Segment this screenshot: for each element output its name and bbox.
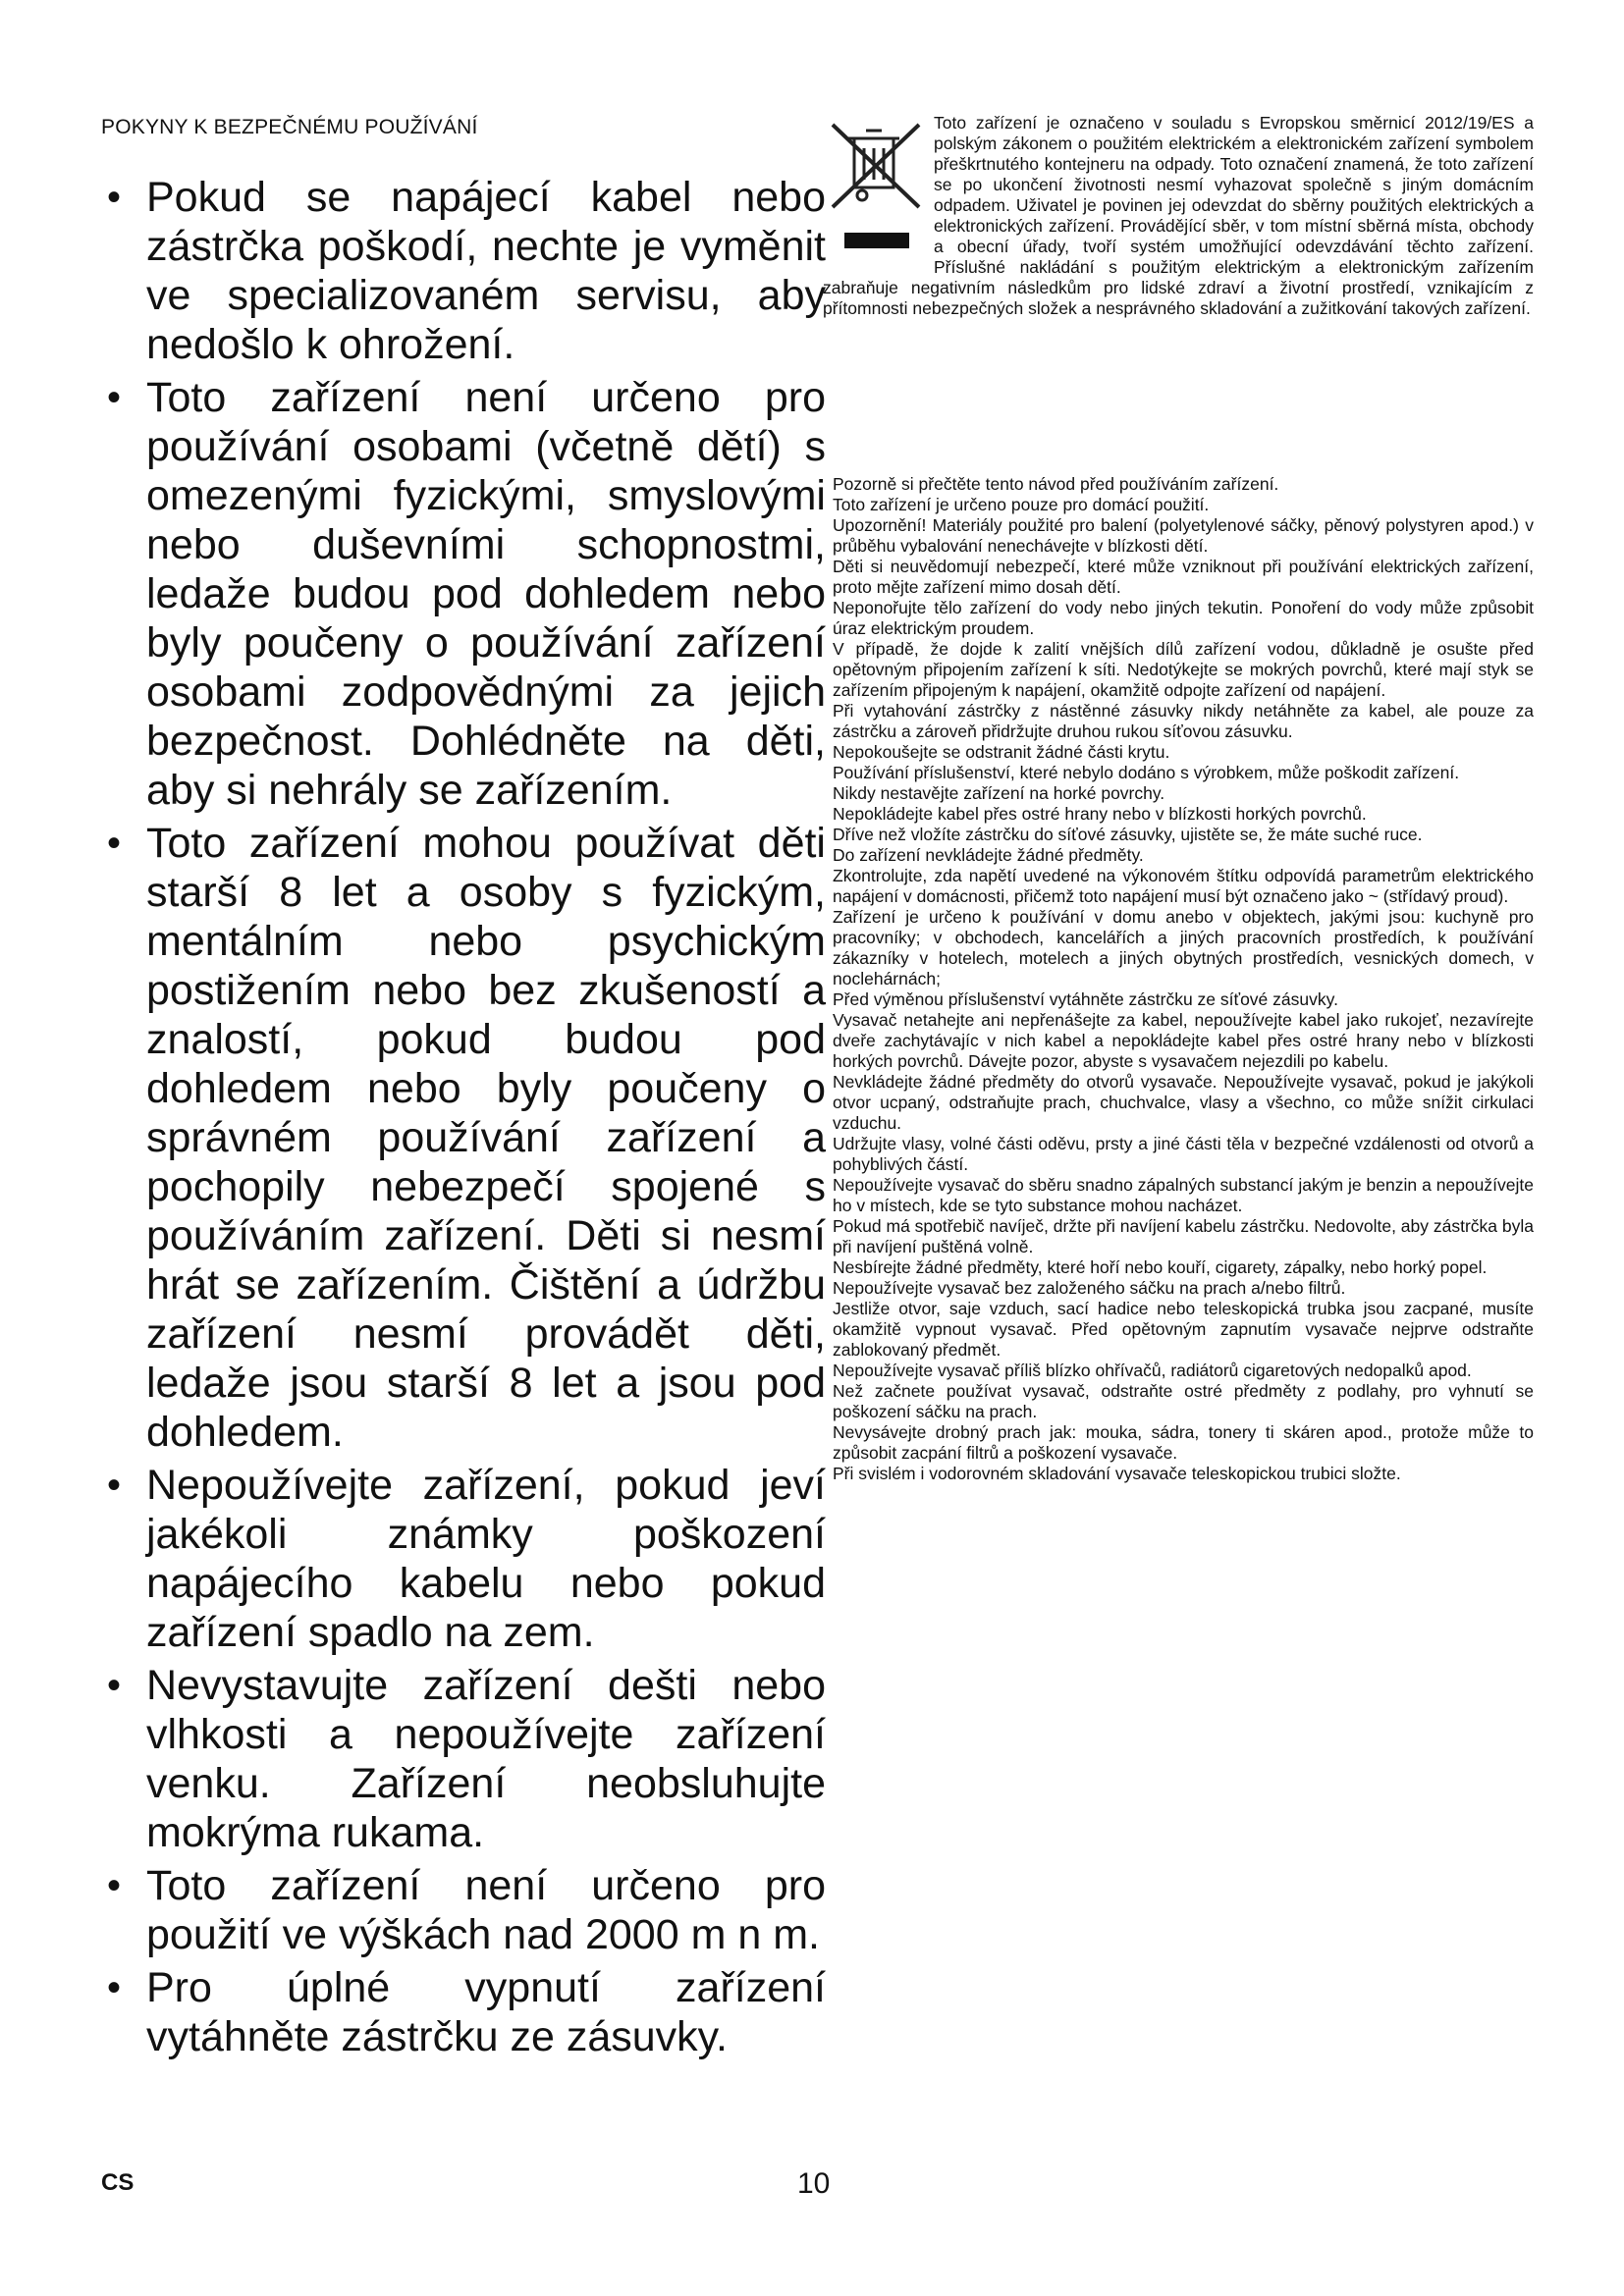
safety-paragraph: Toto zařízení je určeno pouze pro domácí použití. xyxy=(833,495,1210,514)
safety-paragraph: Dříve než vložíte zástrčku do síťové zásuvky, ujistěte se, že máte suché ruce. xyxy=(833,825,1423,844)
bullet-icon: • xyxy=(107,1664,122,1707)
safety-paragraph: Nepoužívejte vysavač do sběru snadno zápalných substancí jakým je benzin a nepoužívejte ho v místech, kde se tyto substance mohou nacházet. xyxy=(833,1175,1534,1215)
safety-bullet-text: Toto zařízení mohou používat děti starší 8 let a osoby s fyzickým, mentálním nebo psychickým postižením nebo bez zkušeností a znalostí, pokud budou pod dohledem nebo byly poučeny o správném používání zařízení a pochopily nebezpečí spojené s používáním zařízení. Děti si nesmí hrát se zařízením. Čištění a údržbu zařízení nesmí provádět děti, ledaže jsou starší 8 let a jsou pod dohledem. xyxy=(146,820,826,1456)
bullet-icon: • xyxy=(107,176,122,219)
safety-paragraph: Při svislém i vodorovném skladování vysavače teleskopickou trubici složte. xyxy=(833,1464,1401,1483)
bullet-icon: • xyxy=(107,1966,122,2009)
safety-bullet-text: Nevystavujte zařízení dešti nebo vlhkosti a nepoužívejte zařízení venku. Zařízení neobsluhujte mokrýma rukama. xyxy=(146,1662,826,1856)
bullet-icon: • xyxy=(107,1464,122,1507)
safety-paragraph: Nevysávejte drobný prach jak: mouka, sádra, tonery ti skáren apod., protože může to způsobit zacpání filtrů a poškození vysavače. xyxy=(833,1422,1534,1463)
safety-bullet-item xyxy=(101,819,826,1457)
safety-paragraph: Nepoužívejte vysavač příliš blízko ohřívačů, radiátorů cigaretových nedopalků apod. xyxy=(833,1361,1472,1380)
language-code: CS xyxy=(101,2169,135,2196)
weee-notice xyxy=(823,113,1534,319)
safety-paragraph: Jestliže otvor, saje vzduch, sací hadice nebo teleskopická trubka jsou zacpané, musíte okamžitě vypnout vysavač. Před opětovným zapnutím vysavače nejprve odstraňte zablokovaný předmět. xyxy=(833,1299,1534,1360)
safety-paragraph: Vysavač netahejte ani nepřenášejte za kabel, nepoužívejte kabel jako rukojeť, nezavírejte dveře zachytávajíc v nich kabel a nepokládejte kabel přes ostré hrany nebo v blízkosti horkých povrchů. Dávejte pozor, abyste s vysavačem nejezdili po kabelu. xyxy=(833,1010,1534,1071)
safety-paragraph: Pozorně si přečtěte tento návod před používáním zařízení. xyxy=(833,474,1279,494)
weee-text: Toto zařízení je označeno v souladu s Evropskou směrnicí 2012/19/ES a polským zákonem o použitém elektrickém a elektronickém zařízení symbolem přeškrtnutého kontejneru na odpady. Toto označení znamená, že toto zařízení se po ukončení životnosti nesmí vyhazovat společně s jiným domácním odpadem. Uživatel je povinen jej odevzdat do sběrny použitých elektrických a elektronických zařízení. Provádějící sběr, v tom místní sběrná místa, obchody a obecní úřady, tvoří systém umožňující odevzdávání těchto zařízení. Příslušné nakládání s použitým elektrickým a elektronickým zařízením zabraňuje negativním následkům pro lidské zdraví a životní prostředí, vznikajícím z přítomnosti nebezpečných složek a nesprávného skladování a zužitkování takových zařízení. xyxy=(823,113,1534,318)
safety-bullet-item xyxy=(101,1661,826,1857)
bullet-icon: • xyxy=(107,822,122,865)
safety-paragraph: Před výměnou příslušenství vytáhněte zástrčku ze síťové zásuvky. xyxy=(833,989,1338,1009)
bullet-icon: • xyxy=(107,376,122,419)
safety-paragraph: Děti si neuvědomují nebezpečí, které může vzniknout při používání elektrických zařízení, proto mějte zařízení mimo dosah dětí. xyxy=(833,557,1534,597)
safety-paragraph: Nevkládejte žádné předměty do otvorů vysavače. Nepoužívejte vysavač, pokud je jakýkoli otvor ucpaný, odstraňujte prach, chuchvalce, vlasy a všechno, co může snížit cirkulaci vzduchu. xyxy=(833,1072,1534,1133)
safety-bullet-text: Toto zařízení není určeno pro používání osobami (včetně dětí) s omezenými fyzickými, smyslovými nebo duševními schopnostmi, ledaže budou pod dohledem nebo byly poučeny o používání zařízení osobami zodpovědnými za jejich bezpečnost. Dohlédněte na děti, aby si nehrály se zařízením. xyxy=(146,374,826,814)
safety-paragraph: Upozornění! Materiály použité pro balení (polyetylenové sáčky, pěnový polystyren apod.) v průběhu vybalování nenechávejte v blízkosti dětí. xyxy=(833,515,1534,556)
safety-paragraph: Pokud má spotřebič navíječ, držte při navíjení kabelu zástrčku. Nedovolte, aby zástrčka byla při navíjení puštěná volně. xyxy=(833,1216,1534,1256)
safety-paragraph: Zkontrolujte, zda napětí uvedené na výkonovém štítku odpovídá parametrům elektrického napájení v domácnosti, přičemž toto napájení musí být označeno jako ~ (střídavý proud). xyxy=(833,866,1534,906)
page-number: 10 xyxy=(797,2167,831,2200)
safety-paragraph: Do zařízení nevkládejte žádné předměty. xyxy=(833,845,1144,865)
safety-bullet-item xyxy=(101,173,826,369)
safety-paragraph: Nepoužívejte vysavač bez založeného sáčku na prach a/nebo filtrů. xyxy=(833,1278,1346,1298)
safety-bullet-list xyxy=(101,173,826,2061)
safety-bullet-item xyxy=(101,1461,826,1657)
safety-paragraph: Používání příslušenství, které nebylo dodáno s výrobkem, může poškodit zařízení. xyxy=(833,763,1460,782)
safety-paragraph: Zařízení je určeno k používání v domu anebo v objektech, jakými jsou: kuchyně pro pracovníky; v obchodech, kancelářích a jiných pracovních prostředích, k používání zákazníky v hotelech, motelech a jiných obytných prostředích, vesnických domech, v noclehárnách; xyxy=(833,907,1534,988)
safety-bullet-item xyxy=(101,373,826,815)
safety-paragraph: Nepokládejte kabel přes ostré hrany nebo v blízkosti horkých povrchů. xyxy=(833,804,1367,824)
safety-paragraph: Než začnete používat vysavač, odstraňte ostré předměty z podlahy, pro vyhnutí se poškození sáčku na prach. xyxy=(833,1381,1534,1421)
crossed-out-wheeled-bin-icon xyxy=(825,117,927,264)
page-header: POKYNY K BEZPEČNÉMU POUŽÍVÁNÍ xyxy=(101,116,478,138)
safety-paragraph: Při vytahování zástrčky z nástěnné zásuvky nikdy netáhněte za kabel, ale pouze za zástrčku a zároveň přidržujte druhou rukou síťovou zásuvku. xyxy=(833,701,1534,741)
general-safety-column xyxy=(833,474,1534,1484)
safety-bullet-text: Pokud se napájecí kabel nebo zástrčka poškodí, nechte je vyměnit ve specializovaném servisu, aby nedošlo k ohrožení. xyxy=(146,174,826,368)
safety-bullet-text: Toto zařízení není určeno pro použití ve výškách nad 2000 m n m. xyxy=(146,1862,826,1958)
safety-paragraph: Udržujte vlasy, volné části oděvu, prsty a jiné části těla v bezpečné vzdálenosti od otvorů a pohyblivých částí. xyxy=(833,1134,1534,1174)
safety-bullet-item xyxy=(101,1861,826,1959)
safety-paragraph: V případě, že dojde k zalití vnějších dílů zařízení vodou, důkladně je osušte před opětovným připojením zařízení k síti. Nedotýkejte se mokrých povrchů, které mají styk se zařízením připojeným k napájení, okamžitě odpojte zařízení od napájení. xyxy=(833,639,1534,700)
safety-paragraph: Nepokoušejte se odstranit žádné části krytu. xyxy=(833,742,1170,762)
safety-bullet-text: Nepoužívejte zařízení, pokud jeví jakékoli známky poškození napájecího kabelu nebo pokud zařízení spadlo na zem. xyxy=(146,1462,826,1656)
safety-bullets-column xyxy=(101,173,826,2065)
safety-paragraph: Nesbírejte žádné předměty, které hoří nebo kouří, cigarety, zápalky, nebo horký popel. xyxy=(833,1257,1488,1277)
safety-bullet-text: Pro úplné vypnutí zařízení vytáhněte zástrčku ze zásuvky. xyxy=(146,1964,826,2060)
safety-paragraph: Neponořujte tělo zařízení do vody nebo jiných tekutin. Ponoření do vody může způsobit úraz elektrickým proudem. xyxy=(833,598,1534,638)
safety-bullet-item xyxy=(101,1963,826,2061)
bullet-icon: • xyxy=(107,1864,122,1907)
safety-paragraph: Nikdy nestavějte zařízení na horké povrchy. xyxy=(833,783,1165,803)
